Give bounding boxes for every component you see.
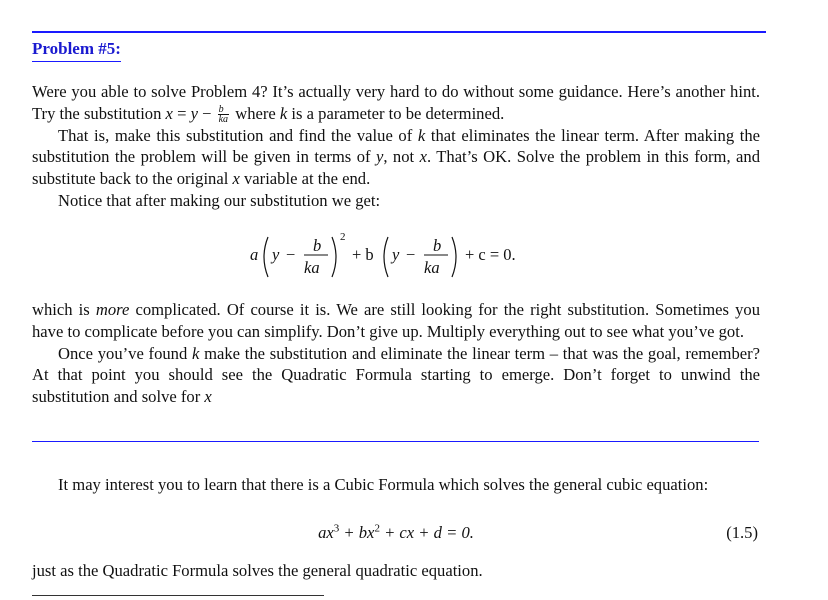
paragraph-5-part-1: Once you’ve found	[58, 343, 192, 363]
footnote-rule	[32, 595, 324, 596]
substitution-x: x	[165, 103, 173, 123]
closing-paragraph: just as the Quadratic Formula solves the general quadratic equation.	[32, 561, 483, 580]
paragraph-1-line-2-start: Here’s another hint. Try the substitution	[32, 82, 760, 123]
problem-body-continued	[32, 299, 760, 408]
substitution-fraction	[218, 105, 229, 124]
eq-minus: −	[286, 245, 296, 264]
eq-exp-2: 2	[374, 522, 380, 535]
paragraph-4-part-1: which is	[32, 300, 96, 319]
eq-tail: + c = 0.	[465, 245, 516, 264]
display-equation	[32, 225, 760, 285]
substitution-y: y	[190, 103, 198, 123]
eq-y: y	[272, 245, 280, 264]
paragraph-3: Notice that after making our substitution we get:	[58, 190, 381, 210]
eq-plus-b: + b	[352, 245, 374, 264]
paragraph-2-part-2: that eliminates the linear term. After making the substitution the problem will be given in terms of	[32, 125, 761, 167]
variable-y: y	[375, 147, 384, 167]
variable-k: k	[279, 103, 288, 123]
eq-frac-num: b	[313, 236, 322, 255]
cubic-section	[32, 474, 760, 496]
left-paren	[264, 237, 268, 277]
paragraph-4-part-2: complicated. Of course it is. We are still looking for the right substitution. Sometimes you have to complicate before you can simplify. Don’t give up. Multiply everything out to see what you’ve got.	[32, 300, 760, 341]
eq-a: a	[250, 245, 259, 264]
eq-y: y	[392, 245, 400, 264]
fraction-denominator: ka	[218, 114, 229, 126]
substitution-minus: −	[197, 103, 216, 123]
right-paren	[452, 237, 456, 277]
variable-k: k	[417, 125, 426, 145]
equation-number: (1.5)	[726, 523, 758, 542]
variable-x: x	[232, 169, 240, 189]
cubic-equation	[32, 522, 760, 544]
display-equation-svg	[246, 225, 546, 285]
eq-frac-den: ka	[304, 258, 320, 277]
substitution-equals: =	[172, 103, 191, 123]
paragraph-2-part-3: , not	[383, 147, 420, 167]
left-paren	[384, 237, 388, 277]
eq-exp-3: 3	[333, 522, 340, 535]
variable-x: x	[204, 387, 212, 407]
closing-line	[32, 560, 760, 582]
section-rule	[32, 441, 759, 442]
paragraph-2-part-4: . That’s OK. Solve the problem in this form, and substitute back to the original	[32, 147, 761, 189]
paragraph-2-part-5: variable at the end.	[239, 169, 371, 189]
paragraph-5-part-2: make the substitution and eliminate the linear term – that was the goal, remember? At that point you should see the Quadratic Formula starting to emerge. Don’t forget to unwind the substitution and solve for	[32, 343, 760, 407]
eq-frac-num: b	[433, 236, 442, 255]
problem-body	[32, 81, 760, 212]
fraction-numerator: b	[218, 105, 229, 115]
eq-minus: −	[406, 245, 416, 264]
paragraph-2-part-1: That is, make this substitution and find the value of	[58, 125, 418, 145]
paragraph-1-where: where	[231, 103, 280, 123]
paragraph-5	[32, 343, 760, 408]
eq-term-ax: ax	[318, 523, 334, 542]
top-rule	[32, 31, 766, 33]
paragraph-1-line-1: Were you able to solve Problem 4? It’s actually very hard to do without some guidance.	[32, 82, 623, 101]
paragraph-4	[32, 299, 760, 343]
paragraph-1-end: is a parameter to be determined.	[287, 103, 505, 123]
eq-term-bx: + bx	[339, 523, 375, 542]
paragraph-2	[32, 125, 760, 190]
eq-exponent: 2	[340, 231, 346, 243]
cubic-paragraph: It may interest you to learn that there is a Cubic Formula which solves the general cubic equation:	[58, 475, 709, 494]
emphasis-more: more	[95, 300, 130, 319]
right-paren	[332, 237, 336, 277]
problem-title: Problem #5:	[32, 37, 121, 62]
equation-1-5	[32, 522, 760, 544]
paragraph-1	[32, 81, 760, 125]
eq-term-rest: + cx + d = 0.	[379, 523, 474, 542]
variable-x: x	[419, 147, 427, 167]
variable-k: k	[192, 343, 200, 363]
eq-frac-den: ka	[424, 258, 440, 277]
